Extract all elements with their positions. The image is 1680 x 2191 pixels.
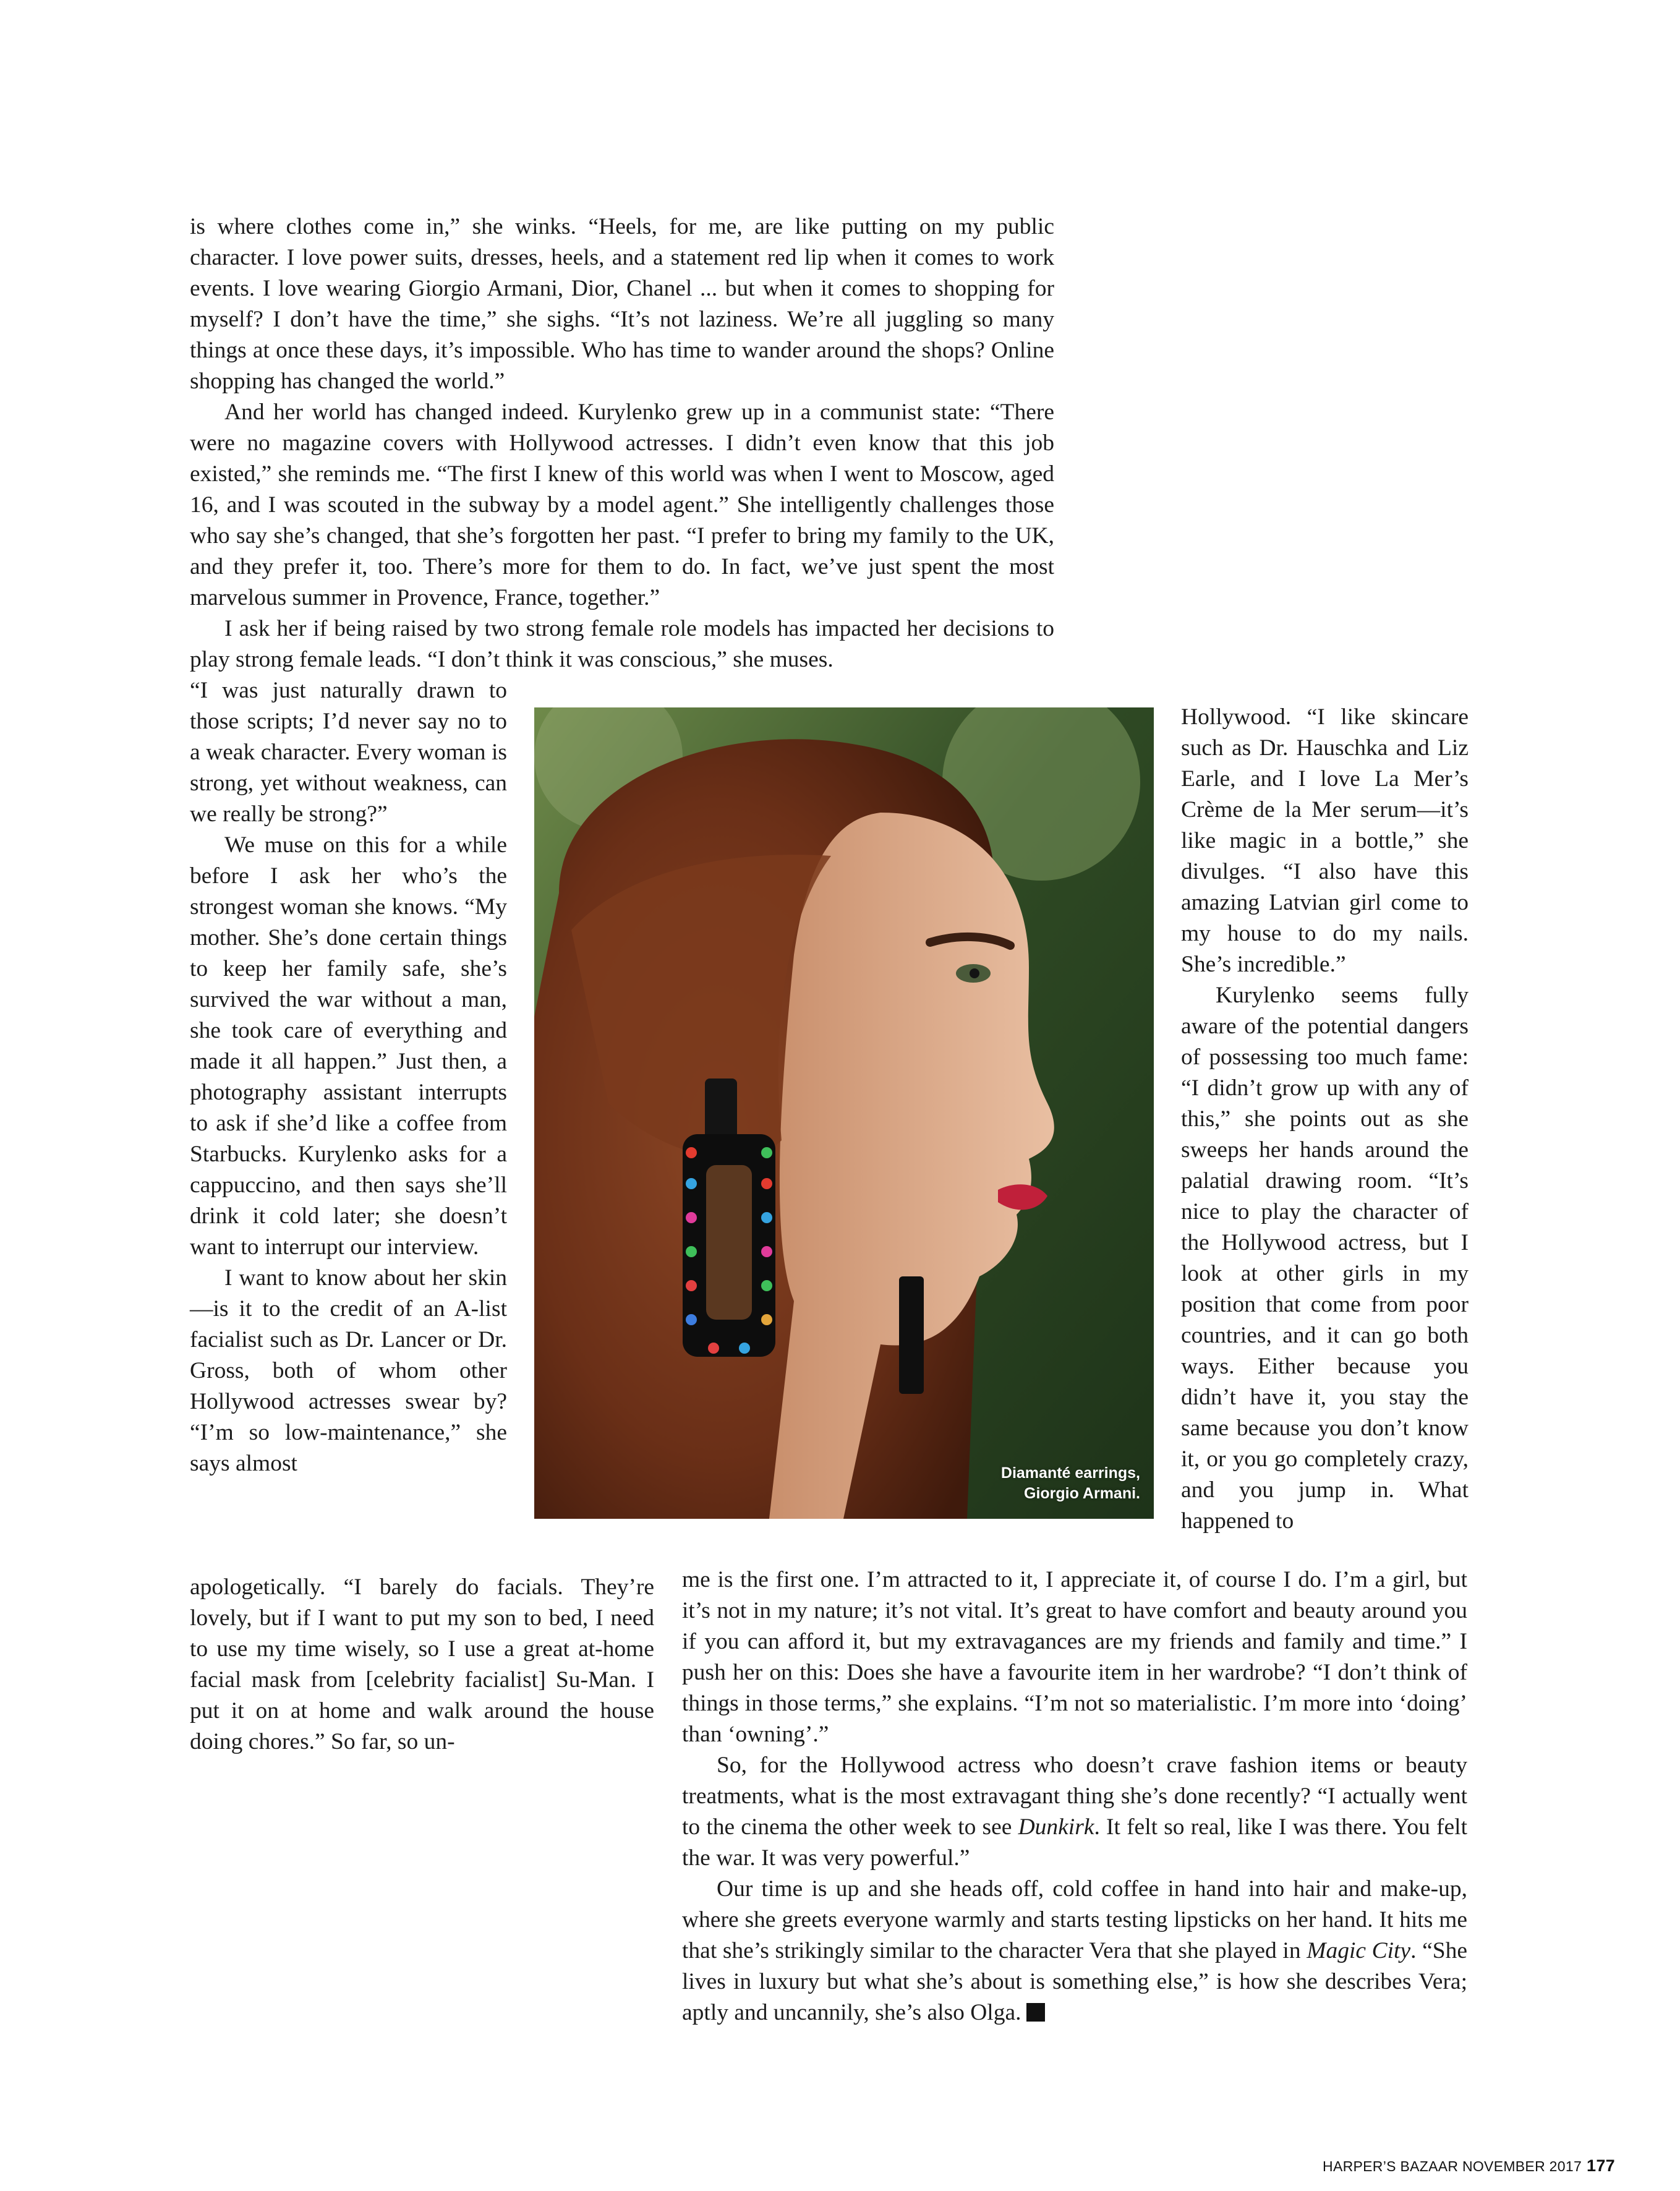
intro-paragraph-1: is where clothes come in,” she winks. “Heels, for me, are like putting on my public character. I love power suits, dresses, heels, and a statement red lip when it comes to work events. I love wearing Giorgio Armani, Dior, Chanel ... but when it comes to shopping for myself? I don’t have the time,” she sighs. “It’s not laziness. We’re all juggling so many things at once these days, it’s impossible. Who has time to wander around the shops? Online shopping has changed the world.” [190, 214, 1054, 394]
end-mark-icon [1026, 2003, 1045, 2022]
page-number: 177 [1587, 2156, 1615, 2175]
right-paragraph-1: Hollywood. “I like skincare such as Dr. Hauschka and Liz Earle, and I love La Mer’s Crème de la Mer serum—it’s like magic in a bottle,” she divulges. “I also have this amazing Latvian girl come to my house to do my nails. She’s incredible.” [1181, 704, 1469, 977]
caption-line-2: Giorgio Armani. [1024, 1485, 1140, 1502]
left-paragraph-2: We muse on this for a while before I ask her who’s the strongest woman she knows. “My mother. She’s done certain things to keep her family safe, she’s survived the war without a man, she took care of everything and made it all happen.” Just then, a photography assistant interrupts to ask if she’d like a coffee from Starbucks. Kurylenko asks for a cappuccino, and then says she’ll drink it cold later; she doesn’t want to interrupt our interview. [190, 832, 507, 1260]
left-column [190, 675, 507, 1479]
bottom-p2-after: . It felt so real, like I was there. You felt the war. It was very powerful.” [682, 1814, 1467, 1871]
intro-paragraph-3: I ask her if being raised by two strong female role models has impacted her decisions to play strong female leads. “I don’t think it was conscious,” she muses. [190, 616, 1054, 672]
left-paragraph-1: “I was just naturally drawn to those scripts; I’d never say no to a weak character. Every woman is strong, yet without weakness, can we really be strong?” [190, 678, 507, 827]
show-title-magic-city: Magic City [1307, 1938, 1411, 1963]
photo-caption [1001, 1463, 1140, 1504]
page-footer [1323, 2156, 1615, 2176]
bottom-p3-after: . “She lives in luxury but what she’s about is something else,” is how she describes Vera; aptly and uncannily, she’s also Olga. [682, 1938, 1468, 2025]
right-paragraph-2: Kurylenko seems fully aware of the potential dangers of possessing too much fame: “I didn’t grow up with any of this,” she points out as she sweeps her hands around the palatial drawing room. “It’s nice to play the character of the Hollywood actress, but I look at other girls in my position that come from poor countries, and it can go both ways. Either because you didn’t have it, you stay the same because you don’t know it, or you go completely crazy, and you jump in. What happened to [1181, 983, 1469, 1534]
left-paragraph-3: I want to know about her skin—is it to the credit of an A-list facialist such as Dr. Lancer or Dr. Gross, both of whom other Hollywood actresses swear by? “I’m so low-maintenance,” she says almost [190, 1265, 507, 1476]
left-bottom-text [190, 1572, 654, 1757]
left-bottom-paragraph: apologetically. “I barely do facials. They’re lovely, but if I want to put my son to bed, I need to use my time wisely, so I use a great at-home facial mask from [celebrity facialist] Su-Man. I put it on at home and walk around the house doing chores.” So far, so un- [190, 1574, 654, 1754]
film-title-dunkirk: Dunkirk [1018, 1814, 1094, 1840]
right-column [1181, 702, 1469, 1537]
bottom-paragraph-2 [682, 1750, 1467, 1874]
bottom-text [682, 1565, 1467, 2028]
bottom-paragraph-1: me is the first one. I’m attracted to it, I appreciate it, of course I do. I’m a girl, but it’s not in my nature; it’s not vital. It’s great to have comfort and beauty around you if you can afford it, but my extravagances are my friends and family and time.” I push her on this: Does she have a favourite item in her wardrobe? “I don’t think of things in those terms,” she explains. “I’m not so materialistic. I’m more into ‘doing’ than ‘owning’.” [682, 1567, 1467, 1747]
publication-line: HARPER’S BAZAAR NOVEMBER 2017 [1323, 2158, 1582, 2174]
caption-line-1: Diamanté earrings, [1000, 1464, 1140, 1482]
intro-text [190, 211, 1054, 675]
bottom-paragraph-3 [682, 1874, 1467, 2028]
bottom-p3-before: Our time is up and she heads off, cold coffee in hand into hair and make-up, where she greets everyone warmly and starts testing lipsticks on her hand. It hits me that she’s strikingly similar to the character Vera that she played in [682, 1876, 1467, 1963]
portrait-illustration [534, 707, 1154, 1519]
portrait-photo [534, 707, 1154, 1519]
bottom-p2-before: So, for the Hollywood actress who doesn’t crave fashion items or beauty treatments, what is the most extravagant thing she’s done recently? “I actually went to the cinema the other week to see [682, 1753, 1467, 1840]
intro-paragraph-2: And her world has changed indeed. Kurylenko grew up in a communist state: “There were no magazine covers with Hollywood actresses. I didn’t even know that this job existed,” she reminds me. “The first I knew of this world was when I went to Moscow, aged 16, and I was scouted in the subway by a model agent.” She intelligently challenges those who say she’s changed, that she’s forgotten her past. “I prefer to bring my family to the UK, and they prefer it, too. There’s more for them to do. In fact, we’ve just spent the most marvelous summer in Provence, France, together.” [190, 399, 1054, 610]
